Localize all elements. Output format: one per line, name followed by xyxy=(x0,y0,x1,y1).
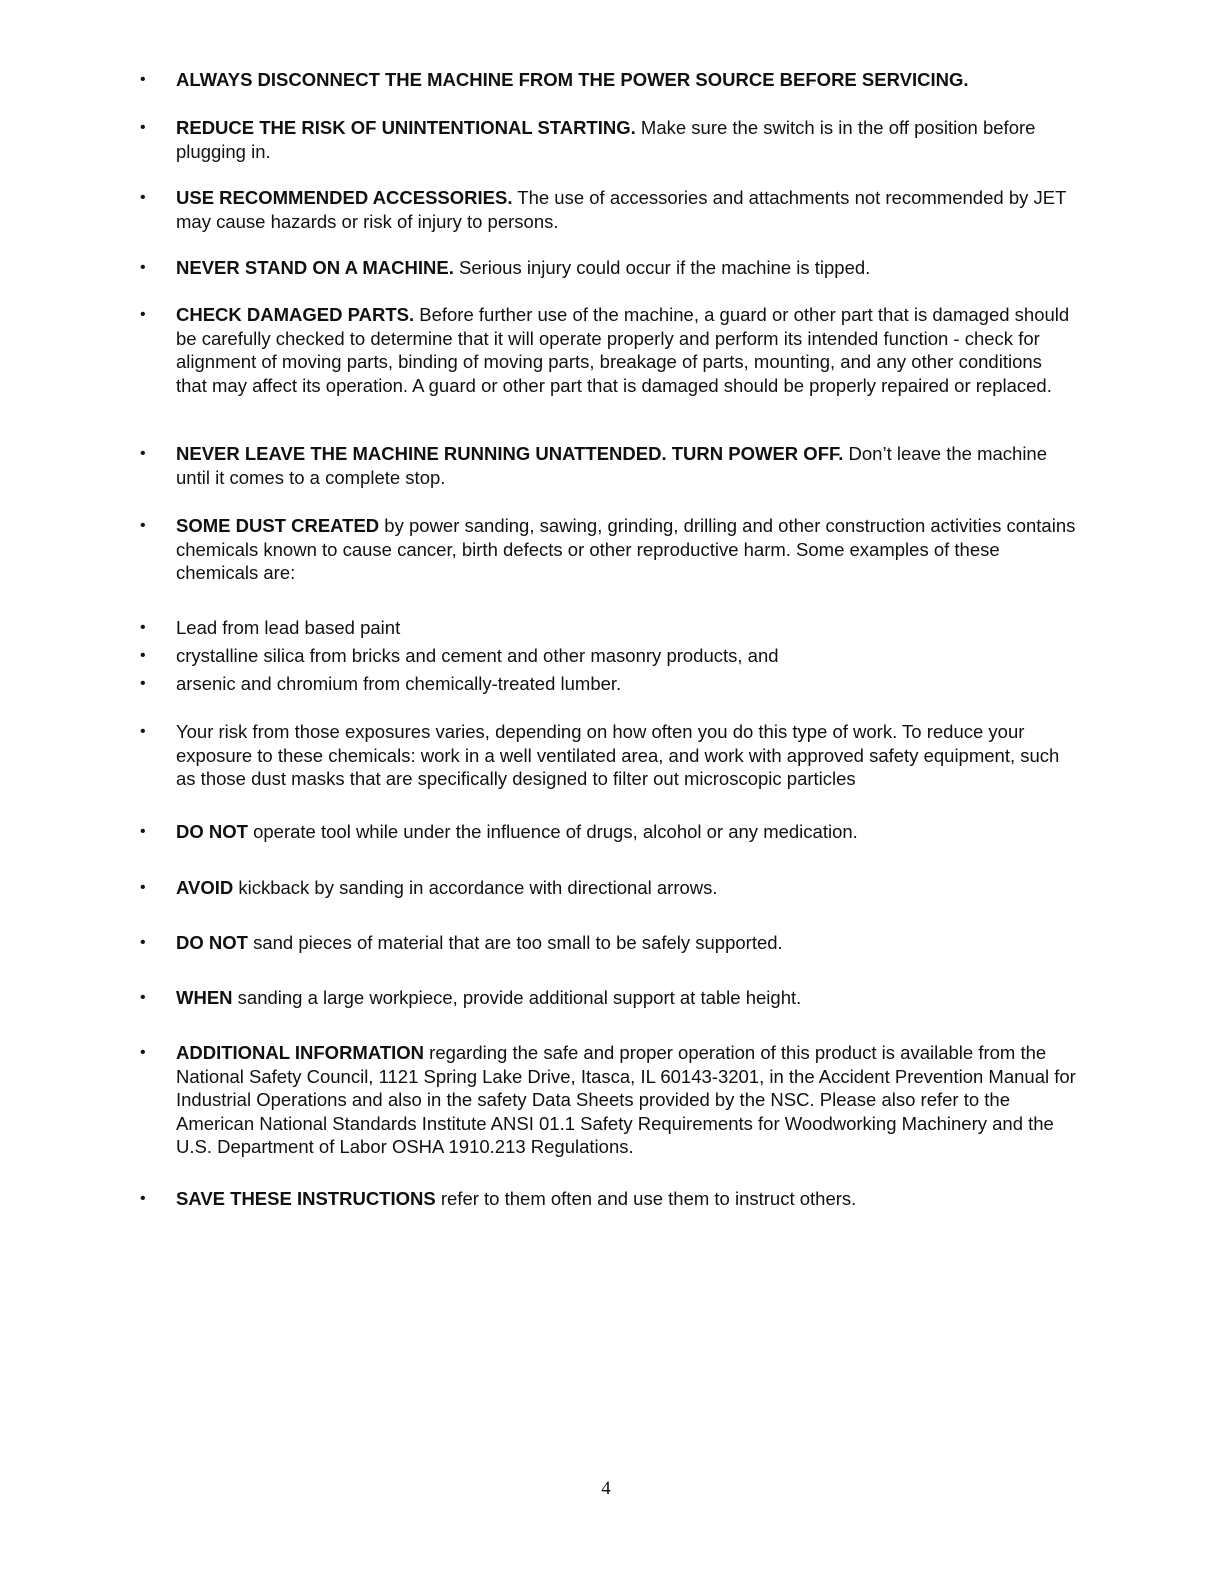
item-text: crystalline silica from bricks and cement and other masonry products, and xyxy=(176,645,779,666)
bullet-icon: • xyxy=(140,517,146,534)
list-item xyxy=(140,644,1076,668)
list-item xyxy=(140,514,1076,585)
list-item xyxy=(140,256,1076,280)
item-text: kickback by sanding in accordance with directional arrows. xyxy=(233,877,718,898)
item-heading: ADDITIONAL INFORMATION xyxy=(176,1042,425,1063)
bullet-icon: • xyxy=(140,723,146,740)
bullet-icon: • xyxy=(140,934,146,951)
bullet-icon: • xyxy=(140,619,146,636)
item-heading: SAVE THESE INSTRUCTIONS xyxy=(176,1188,436,1209)
list-item xyxy=(140,116,1076,163)
item-text: Don’t leave the machine until it comes to a complete stop. xyxy=(176,443,1048,488)
item-heading: NEVER STAND ON A MACHINE. xyxy=(176,257,454,278)
bullet-icon: • xyxy=(140,445,146,462)
list-item xyxy=(140,186,1076,233)
item-text: sand pieces of material that are too small to be safely supported. xyxy=(247,932,783,953)
item-text: Serious injury could occur if the machine is tipped. xyxy=(453,257,871,278)
item-text: operate tool while under the influence of drugs, alcohol or any medication. xyxy=(247,821,858,842)
list-item xyxy=(140,931,1076,955)
item-text: Before further use of the machine, a guard or other part that is damaged should be carefully checked to determine that it will operate properly and perform its intended function - check for alignment of moving parts, binding of moving parts, breakage of parts, mounting, and any other conditions that may affect its operation. A guard or other part that is damaged should be properly repaired or replaced. xyxy=(176,304,1070,396)
item-heading: REDUCE THE RISK OF UNINTENTIONAL STARTING. xyxy=(176,117,636,138)
page-number: 4 xyxy=(601,1478,611,1499)
bullet-icon: • xyxy=(140,1190,146,1207)
bullet-icon: • xyxy=(140,306,146,323)
item-heading: NEVER LEAVE THE MACHINE RUNNING UNATTENDED. TURN POWER OFF. xyxy=(176,443,844,464)
list-item xyxy=(140,1041,1076,1159)
list-item xyxy=(140,672,1076,696)
item-text: Lead from lead based paint xyxy=(176,617,401,638)
list-item xyxy=(140,442,1076,489)
item-heading: USE RECOMMENDED ACCESSORIES. xyxy=(176,187,513,208)
list-item xyxy=(140,616,1076,640)
item-text: refer to them often and use them to instruct others. xyxy=(435,1188,857,1209)
list-item xyxy=(140,303,1076,397)
item-text: Make sure the switch is in the off position before plugging in. xyxy=(176,117,1036,162)
item-text: regarding the safe and proper operation of this product is available from the National Safety Council, 1121 Spring Lake Drive, Itasca, IL 60143-3201, in the Accident Prevention Manual for Industrial Operations and also in the safety Data Sheets provided by the NSC. Please also refer to the American National Standards Institute ANSI 01.1 Safety Requirements for Woodworking Machinery and the U.S. Department of Labor OSHA 1910.213 Regulations. xyxy=(176,1042,1076,1157)
list-item xyxy=(140,720,1076,791)
item-text: by power sanding, sawing, grinding, drilling and other construction activities contains chemicals known to cause cancer, birth defects or other reproductive harm. Some examples of these chemicals are: xyxy=(176,515,1076,583)
bullet-icon: • xyxy=(140,647,146,664)
list-item xyxy=(140,820,1076,844)
item-heading: ALWAYS DISCONNECT THE MACHINE FROM THE POWER SOURCE BEFORE SERVICING. xyxy=(176,69,969,90)
bullet-icon: • xyxy=(140,259,146,276)
list-item xyxy=(140,876,1076,900)
item-text: arsenic and chromium from chemically-treated lumber. xyxy=(176,673,622,694)
item-heading: SOME DUST CREATED xyxy=(176,515,380,536)
bullet-icon: • xyxy=(140,1044,146,1061)
item-text: Your risk from those exposures varies, depending on how often you do this type of work. To reduce your exposure to these chemicals: work in a well ventilated area, and work with approved safety equipment, such as those dust masks that are specifically designed to filter out microscopic particles xyxy=(176,721,1060,789)
bullet-icon: • xyxy=(140,71,146,88)
bullet-icon: • xyxy=(140,823,146,840)
list-item xyxy=(140,1187,1076,1211)
bullet-icon: • xyxy=(140,989,146,1006)
list-item xyxy=(140,986,1076,1010)
list-item xyxy=(140,68,1076,92)
item-heading: DO NOT xyxy=(176,821,248,842)
bullet-icon: • xyxy=(140,119,146,136)
bullet-icon: • xyxy=(140,189,146,206)
item-heading: WHEN xyxy=(176,987,233,1008)
bullet-icon: • xyxy=(140,879,146,896)
item-text: The use of accessories and attachments not recommended by JET may cause hazards or risk of injury to persons. xyxy=(176,187,1067,232)
item-heading: CHECK DAMAGED PARTS. xyxy=(176,304,415,325)
item-heading: DO NOT xyxy=(176,932,248,953)
bullet-icon: • xyxy=(140,675,146,692)
item-heading: AVOID xyxy=(176,877,234,898)
item-text: sanding a large workpiece, provide additional support at table height. xyxy=(232,987,802,1008)
